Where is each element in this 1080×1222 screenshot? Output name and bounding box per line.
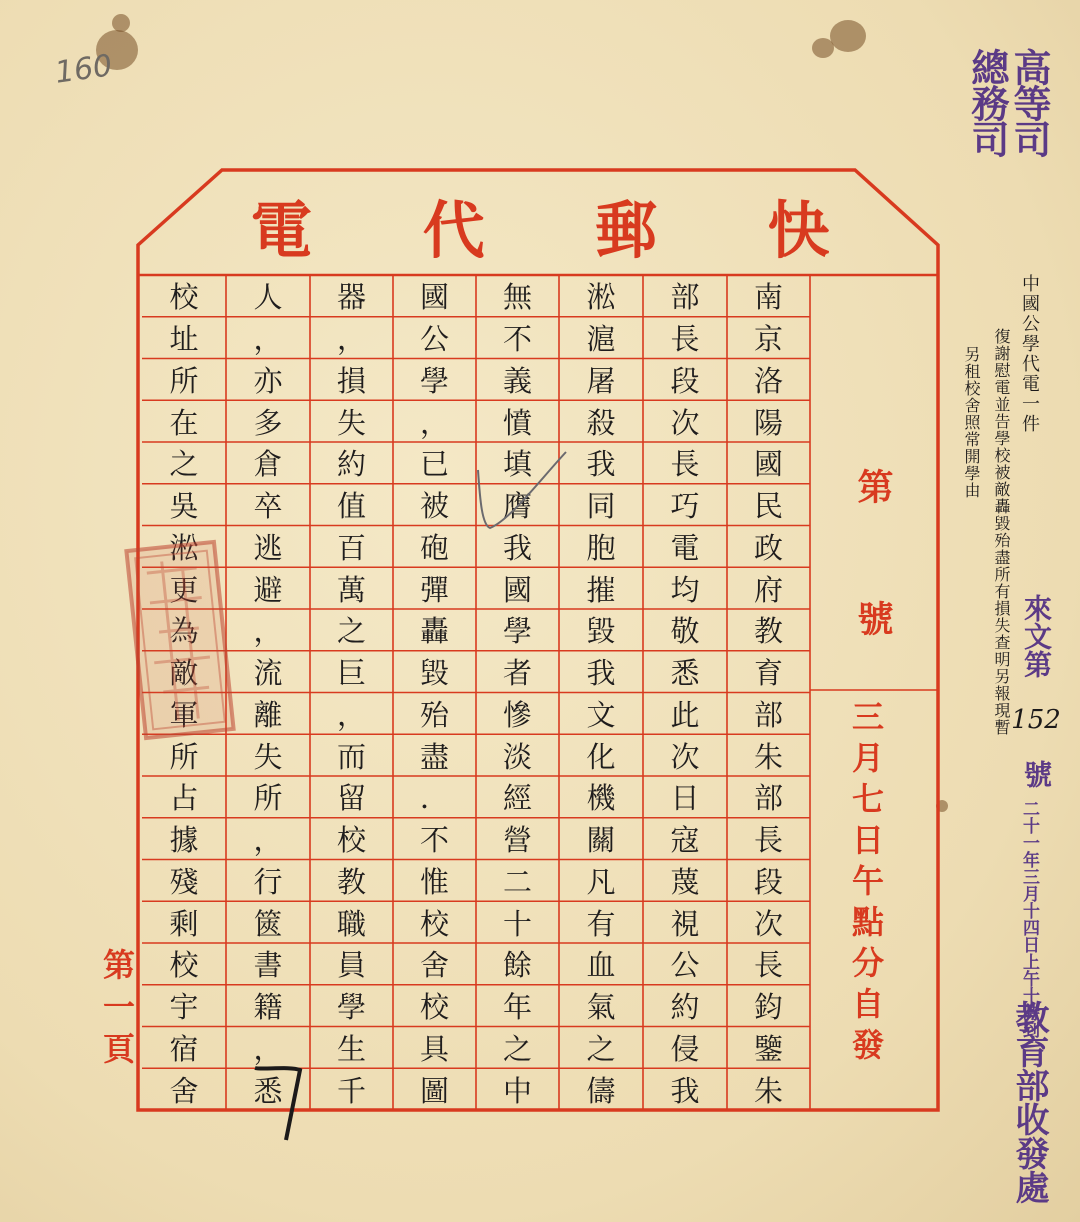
telegram-char: ，	[253, 614, 283, 649]
telegram-char: 失	[253, 739, 283, 774]
telegram-char: 人	[253, 280, 283, 315]
telegram-char: ，	[336, 697, 366, 732]
telegram-char: 被	[419, 489, 449, 524]
telegram-char: 部	[753, 781, 783, 816]
telegram-char: 校	[169, 280, 199, 315]
telegram-char: 學	[502, 614, 532, 649]
telegram-char: 已	[419, 447, 449, 482]
telegram-char: 京	[753, 322, 783, 357]
telegram-char: 我	[586, 447, 616, 482]
telegram-char: 經	[502, 781, 532, 816]
receipt-office: 教育部收發處	[1009, 1000, 1049, 1204]
telegram-char: 血	[586, 948, 616, 983]
telegram-char: ，	[253, 1031, 283, 1066]
telegram-char: 段	[753, 864, 783, 899]
telegram-char: 日	[670, 781, 700, 816]
telegram-char: 此	[670, 697, 700, 732]
telegram-char: 校	[169, 948, 199, 983]
telegram-char: 餘	[502, 948, 532, 983]
telegram-char: 者	[502, 656, 532, 691]
title-char: 快	[767, 193, 830, 267]
telegram-char: 長	[753, 823, 783, 858]
telegram-char: 鑒	[753, 1031, 783, 1066]
telegram-char: 殆	[419, 697, 449, 732]
telegram-char: 氣	[586, 990, 616, 1025]
telegram-char: 政	[753, 530, 783, 565]
telegram-char: 義	[502, 363, 532, 398]
telegram-char: 無	[502, 280, 532, 315]
telegram-char: 亦	[253, 363, 283, 398]
telegram-char: 民	[753, 489, 783, 524]
telegram-char: 損	[336, 363, 366, 398]
telegram-char: 營	[502, 823, 532, 858]
telegram-char: 校	[419, 990, 449, 1025]
telegram-char: 百	[336, 530, 366, 565]
telegram-char: 不	[419, 823, 449, 858]
telegram-char: 之	[502, 1031, 532, 1066]
telegram-char: 寇	[670, 823, 700, 858]
number-label-top: 第	[852, 468, 894, 504]
telegram-char: 所	[169, 739, 199, 774]
telegram-char: 部	[670, 280, 700, 315]
telegram-char: 南	[753, 280, 783, 315]
telegram-char: 校	[336, 823, 366, 858]
telegram-char: 關	[586, 823, 616, 858]
telegram-char: 篋	[253, 906, 283, 941]
telegram-char: 卒	[253, 489, 283, 524]
telegram-char: 殺	[586, 405, 616, 440]
telegram-char: 淡	[502, 739, 532, 774]
telegram-char: 公	[670, 948, 700, 983]
side-note-summary-cont: 另租校舍照常開學由	[962, 346, 981, 499]
title-char: 郵	[595, 193, 658, 267]
telegram-char: 書	[253, 948, 283, 983]
telegram-char: 失	[336, 405, 366, 440]
telegram-char: 機	[586, 781, 616, 816]
telegram-char: 器	[336, 280, 366, 315]
telegram-char: 視	[670, 906, 700, 941]
telegram-char: 千	[336, 1073, 366, 1108]
telegram-char: 凡	[586, 864, 616, 899]
telegram-char: 胞	[586, 530, 616, 565]
page-label: 第一頁	[98, 948, 136, 1074]
telegram-char: 府	[753, 572, 783, 607]
school-seal	[120, 535, 240, 744]
telegram-char: ，	[253, 823, 283, 858]
telegram-char: 員	[336, 948, 366, 983]
telegram-char: 同	[586, 489, 616, 524]
telegram-char: 摧	[586, 572, 616, 607]
telegram-char: 蔑	[670, 864, 700, 899]
telegram-char: 國	[753, 447, 783, 482]
telegram-char: 公	[419, 322, 449, 357]
telegram-char: 盡	[419, 739, 449, 774]
telegram-char: 址	[169, 322, 199, 357]
telegram-char: 侵	[670, 1031, 700, 1066]
telegram-char: 值	[336, 489, 366, 524]
telegram-char: 之	[336, 614, 366, 649]
receipt-number: 152	[1011, 704, 1061, 735]
telegram-char: 流	[253, 656, 283, 691]
telegram-char: 巨	[336, 656, 366, 691]
telegram-char: 毀	[419, 656, 449, 691]
telegram-char: 所	[253, 781, 283, 816]
telegram-char: 具	[419, 1031, 449, 1066]
telegram-char: 砲	[419, 530, 449, 565]
telegram-char: 在	[169, 405, 199, 440]
telegram-char: ，	[253, 322, 283, 357]
stamp-general-affairs-dept: 總務司	[965, 48, 1010, 156]
telegram-char: 朱	[753, 1073, 783, 1108]
telegram-char: 據	[169, 823, 199, 858]
telegram-char: 宿	[169, 1031, 199, 1066]
telegram-char: 行	[253, 864, 283, 899]
telegram-char: 萬	[336, 572, 366, 607]
telegram-char: 洛	[753, 363, 783, 398]
telegram-char: 中	[502, 1073, 532, 1108]
telegram-char: 育	[753, 656, 783, 691]
form-title	[140, 180, 940, 270]
telegram-char: 長	[670, 447, 700, 482]
telegram-char: 逃	[253, 530, 283, 565]
number-label-bottom: 號	[852, 600, 894, 636]
telegram-char: 籍	[253, 990, 283, 1025]
telegram-char: ，	[419, 405, 449, 440]
telegram-char: 避	[253, 572, 283, 607]
telegram-char: 宇	[169, 990, 199, 1025]
telegram-char: 剩	[169, 906, 199, 941]
telegram-char: 朱	[753, 739, 783, 774]
telegram-char: ，	[336, 322, 366, 357]
telegram-char: 滬	[586, 322, 616, 357]
telegram-char: 校	[419, 906, 449, 941]
telegram-char: 約	[670, 990, 700, 1025]
telegram-char: 職	[336, 906, 366, 941]
telegram-char: 鈞	[753, 990, 783, 1025]
telegram-char: 約	[336, 447, 366, 482]
receipt-label: 來文第	[1020, 594, 1053, 678]
telegram-char: 電	[670, 530, 700, 565]
telegram-char: 部	[753, 697, 783, 732]
telegram-char: 占	[169, 781, 199, 816]
telegram-char: 化	[586, 739, 616, 774]
telegram-char: ．	[419, 781, 449, 816]
telegram-char: 舍	[419, 948, 449, 983]
telegram-char: 十	[502, 906, 532, 941]
stamp-higher-education-dept: 高等司	[1007, 48, 1052, 156]
telegram-char: 次	[670, 739, 700, 774]
telegram-char: 離	[253, 697, 283, 732]
side-note-summary: 復謝慰電並告學校被敵轟毀殆盡所有損失查明另報現暫	[992, 328, 1011, 736]
telegram-char: 我	[670, 1073, 700, 1108]
telegram-char: 長	[753, 948, 783, 983]
telegram-char: 殘	[169, 864, 199, 899]
telegram-char: 國	[419, 280, 449, 315]
telegram-char: 次	[753, 906, 783, 941]
telegram-char: 次	[670, 405, 700, 440]
telegram-char: 彈	[419, 572, 449, 607]
telegram-char: 我	[502, 530, 532, 565]
telegram-char: 之	[169, 447, 199, 482]
telegram-char: 憤	[502, 405, 532, 440]
telegram-char: 悉	[253, 1073, 283, 1108]
telegram-char: 陽	[753, 405, 783, 440]
telegram-char: 均	[670, 572, 700, 607]
telegram-char: 毀	[586, 614, 616, 649]
telegram-char: 而	[336, 739, 366, 774]
telegram-char: 舍	[169, 1073, 199, 1108]
telegram-char: 國	[502, 572, 532, 607]
telegram-char: 年	[502, 990, 532, 1025]
telegram-char: 不	[502, 322, 532, 357]
side-note-title: 中國公學代電一件	[1019, 274, 1040, 434]
pencil-page-number: 160	[52, 48, 115, 91]
receipt-date: 二十一年三月十四日上午十時到	[1019, 800, 1039, 1038]
telegram-char: 學	[419, 363, 449, 398]
telegram-char: 生	[336, 1031, 366, 1066]
telegram-char: 屠	[586, 363, 616, 398]
telegram-char: 所	[169, 363, 199, 398]
telegram-char: 學	[336, 990, 366, 1025]
telegram-char: 巧	[670, 489, 700, 524]
telegram-char: 之	[586, 1031, 616, 1066]
telegram-char: 文	[586, 697, 616, 732]
telegram-char: 悉	[670, 656, 700, 691]
telegram-char: 我	[586, 656, 616, 691]
telegram-char: 惟	[419, 864, 449, 899]
telegram-char: 長	[670, 322, 700, 357]
receipt-number-suffix: 號	[1020, 760, 1053, 788]
telegram-char: 填	[502, 447, 532, 482]
telegram-char: 膺	[502, 489, 532, 524]
dispatch-date: 三月七日午點分自發	[847, 700, 885, 1069]
telegram-char: 教	[753, 614, 783, 649]
telegram-char: 慘	[502, 697, 532, 732]
telegram-char: 段	[670, 363, 700, 398]
telegram-char: 儔	[586, 1073, 616, 1108]
title-char: 代	[422, 193, 485, 267]
telegram-char: 二	[502, 864, 532, 899]
telegram-char: 吳	[169, 489, 199, 524]
telegram-char: 倉	[253, 447, 283, 482]
telegram-char: 多	[253, 405, 283, 440]
telegram-char: 留	[336, 781, 366, 816]
telegram-char: 敬	[670, 614, 700, 649]
telegram-char: 教	[336, 864, 366, 899]
title-char: 電	[250, 193, 313, 267]
telegram-char: 轟	[419, 614, 449, 649]
telegram-char: 圖	[419, 1073, 449, 1108]
telegram-char: 淞	[586, 280, 616, 315]
telegram-char: 有	[586, 906, 616, 941]
